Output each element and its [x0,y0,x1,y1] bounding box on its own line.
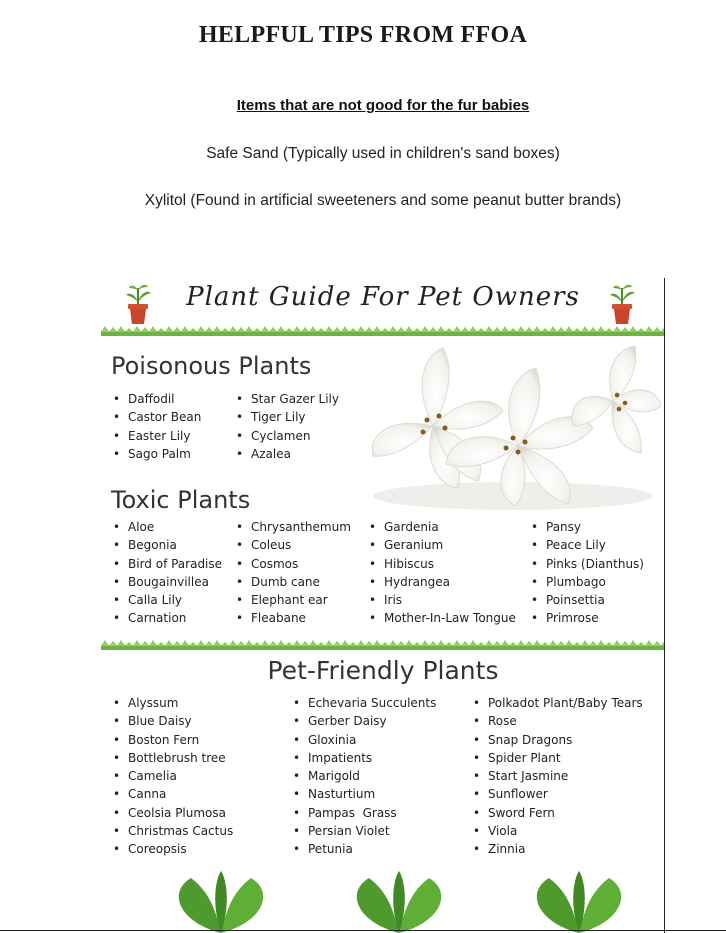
items-subheading: Items that are not good for the fur babies [236,97,530,114]
list-item: • Mother-In-Law Tongue [369,609,516,627]
friendly-list-col-2 [293,694,436,859]
toxic-list-col-2 [236,518,351,628]
grass-divider [101,326,665,336]
list-item: • Camelia [113,767,233,785]
list-item: • Begonia [113,536,222,554]
list-item: • Start Jasmine [473,767,643,785]
list-item: • Iris [369,591,516,609]
list-item: • Hibiscus [369,555,516,573]
poisonous-list-col-1 [113,390,201,463]
list-item: • Bottlebrush tree [113,749,233,767]
list-item: • Azalea [236,445,339,463]
list-item: • Coleus [236,536,351,554]
list-item: • Alyssum [113,694,233,712]
list-item: • Polkadot Plant/Baby Tears [473,694,643,712]
list-item: • Spider Plant [473,749,643,767]
list-item: • Carnation [113,609,222,627]
list-item: • Tiger Lily [236,408,339,426]
white-lily-flowers-image [363,346,665,516]
list-item: • Nasturtium [293,785,436,803]
list-item: • Pansy [531,518,644,536]
list-item: • Bougainvillea [113,573,222,591]
list-item: • Boston Fern [113,731,233,749]
list-item: • Pampas Grass [293,804,436,822]
list-item: • Sago Palm [113,445,201,463]
list-item: • Echevaria Succulents [293,694,436,712]
document-title: HELPFUL TIPS FROM FFOA [198,22,528,48]
list-item: • Bird of Paradise [113,555,222,573]
list-item: • Star Gazer Lily [236,390,339,408]
poisonous-list-col-2 [236,390,339,463]
list-item: • Rose [473,712,643,730]
list-item: • Hydrangea [369,573,516,591]
list-item: • Gardenia [369,518,516,536]
list-item: • Fleabane [236,609,351,627]
grass-divider [101,640,665,650]
list-item: • Zinnia [473,840,643,858]
toxic-list-col-1 [113,518,222,628]
list-item: • Gerber Daisy [293,712,436,730]
list-item: • Blue Daisy [113,712,233,730]
list-item: • Snap Dragons [473,731,643,749]
toxic-plants-heading: Toxic Plants [111,486,251,514]
list-item: • Plumbago [531,573,644,591]
toxic-list-col-3 [369,518,516,628]
list-item: • Coreopsis [113,840,233,858]
poisonous-plants-heading: Poisonous Plants [111,352,312,380]
list-item: • Peace Lily [531,536,644,554]
pet-friendly-plants-heading: Pet-Friendly Plants [267,656,499,685]
poster-title: Plant Guide For Pet Owners [186,282,580,312]
list-item: • Petunia [293,840,436,858]
list-item: • Christmas Cactus [113,822,233,840]
list-item: • Castor Bean [113,408,201,426]
list-item: • Calla Lily [113,591,222,609]
page-border-bottom [0,930,726,931]
friendly-list-col-1 [113,694,233,859]
page-border-right [664,278,665,933]
list-item: • Marigold [293,767,436,785]
list-item: • Cosmos [236,555,351,573]
list-item: • Easter Lily [113,427,201,445]
list-item: • Sword Fern [473,804,643,822]
list-item: • Sunflower [473,785,643,803]
list-item: • Primrose [531,609,644,627]
friendly-list-col-3 [473,694,643,859]
list-item: • Poinsettia [531,591,644,609]
list-item: • Canna [113,785,233,803]
list-item: • Persian Violet [293,822,436,840]
list-item: • Viola [473,822,643,840]
list-item: • Ceolsia Plumosa [113,804,233,822]
list-item: • Pinks (Dianthus) [531,555,644,573]
list-item: • Cyclamen [236,427,339,445]
list-item: • Gloxinia [293,731,436,749]
toxic-list-col-4 [531,518,644,628]
list-item: • Geranium [369,536,516,554]
plant-guide-poster [101,278,665,933]
list-item: • Chrysanthemum [236,518,351,536]
list-item: • Elephant ear [236,591,351,609]
list-item: • Dumb cane [236,573,351,591]
green-leaves-decoration [101,870,665,933]
list-item: • Impatients [293,749,436,767]
list-item: • Daffodil [113,390,201,408]
tip-line-safe-sand: Safe Sand (Typically used in children's sand boxes) [206,145,560,162]
tip-line-xylitol: Xylitol (Found in artificial sweeteners and some peanut butter brands) [144,192,622,209]
list-item: • Aloe [113,518,222,536]
